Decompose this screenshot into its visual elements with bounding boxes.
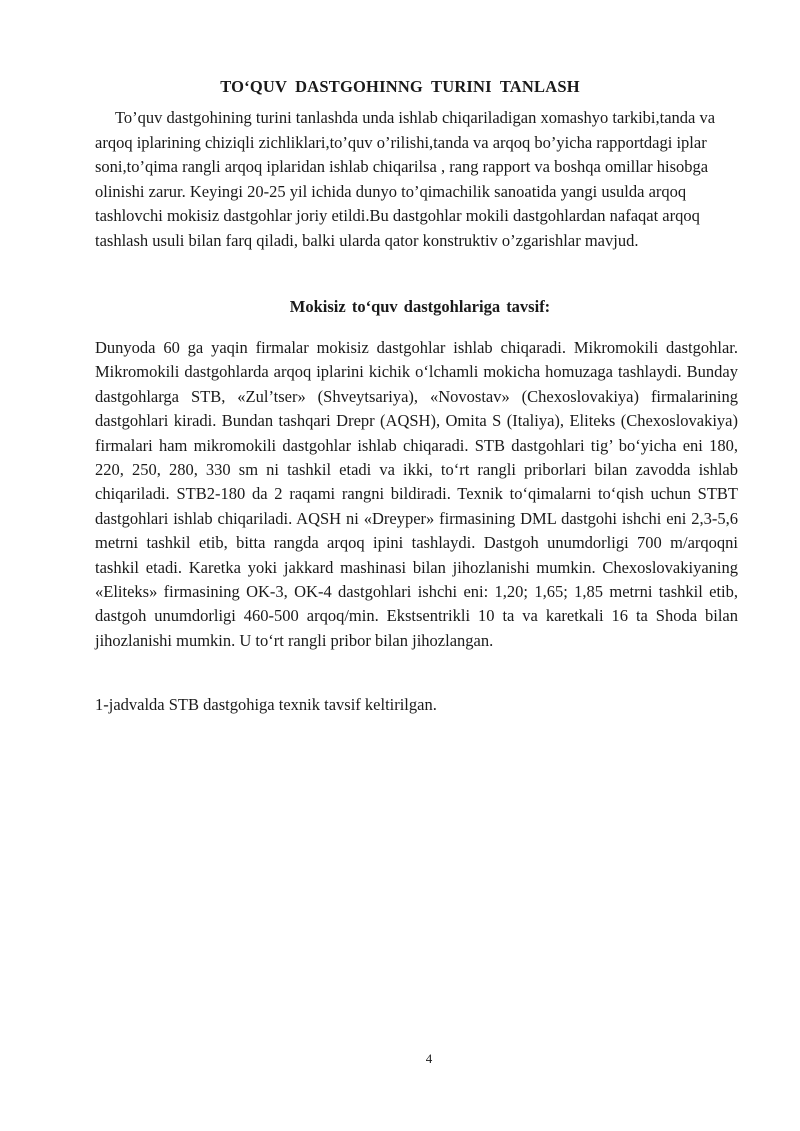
document-title: TO‘QUV DASTGOHINNG TURINI TANLASH xyxy=(220,77,580,96)
section-paragraph: Dunyoda 60 ga yaqin firmalar mokisiz dastgohlar ishlab chiqaradi. Mikromokili dastgohlar. Mikromokili dastgohlarda arqoq iplarini kichik o‘lchamli mokicha homuzaga tashlaydi. Bunday dastgohlarga STB, «Zul’tser» (Shveytsariya), «Novostav» (Chexoslovakiya) firmalarining dastgohlari kiradi. Bundan tashqari Drepr (AQSH), Omita S (Italiya), Eliteks (Chexoslovakiya) firmalari ham mikromokili dastgohlar ishlab chiqaradi. STB dastgohlari tig’ bo‘yicha eni 180, 220, 250, 280, 330 sm ni tashkil etadi va ikki, to‘rt rangli priborlari bilan zavodda ishlab chiqariladi. STB2-180 da 2 raqami rangni bildiradi. Texnik to‘qimalarni to‘qish uchun STBT dastgohlari ishlab chiqariladi. AQSH ni «Dreyper» firmasining DML dastgohi ishchi eni 2,3-5,6 metrni tashkil etib, bitta rangda arqoq ipini tashlaydi. Dastgoh unumdorligi 700 m/arqoqni tashkil etadi. Karetka yoki jakkard mashinasi bilan jihozlanishi mumkin. Chexoslovakiyaning «Eliteks» firmasining OK-3, OK-4 dastgohlari ishchi eni: 1,20; 1,65; 1,85 metrni tashkil etib, dastgoh unumdorligi 460-500 arqoq/min. Ekstsentrikli 10 ta va karetkali 16 ta Shoda bilan jihozlanishi mumkin. U to‘rt rangli pribor bilan jihozlangan. xyxy=(95,338,738,650)
page-number: 4 xyxy=(425,1051,433,1066)
section-heading: Mokisiz to‘quv dastgohlariga tavsif: xyxy=(289,297,551,316)
intro-paragraph: To’quv dastgohining turini tanlashda unda ishlab chiqariladigan xomashyo tarkibi,tanda va arqoq iplarining chiziqli zichliklari,to’quv o’rilishi,tanda va arqoq bo’yicha rapportdagi iplar soni,to’qima rangli arqoq iplaridan ishlab chiqarilsa , rang rapport va boshqa omillar hisobga olinishi zarur. Keyingi 20-25 yil ichida dunyo to’qimachilik sanoatida yangi usulda arqoq tashlovchi mokisiz dastgohlar joriy etildi.Bu dastgohlar mokili dastgohlardan nafaqat arqoq tashlash usuli bilan farq qiladi, balki ularda qator konstruktiv o’zgarishlar mavjud. xyxy=(95,108,716,250)
table-reference-paragraph: 1-jadvalda STB dastgohiga texnik tavsif keltirilgan. xyxy=(95,695,437,714)
